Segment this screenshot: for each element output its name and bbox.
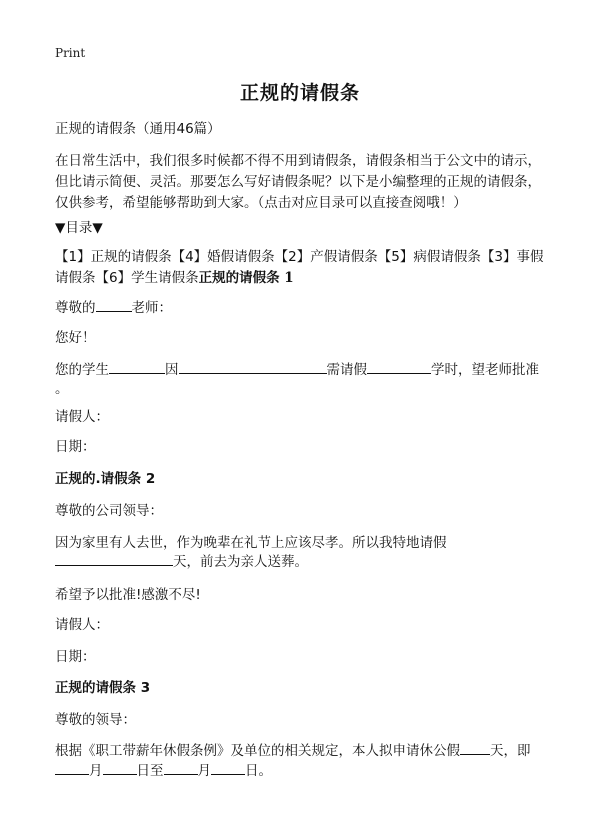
letter2-salutation: 尊敬的公司领导： (55, 503, 163, 519)
salutation-prefix: 尊敬的 (55, 300, 96, 316)
body-text: 日。 (245, 763, 272, 779)
section-heading-1: 正规的请假条 1 (198, 270, 294, 286)
body-text: 天，即 (490, 743, 531, 759)
letter2-body-line-2 (55, 551, 555, 573)
toc-link-student[interactable]: 请假条【6】学生请假条 (55, 270, 199, 286)
intro-paragraph-line-1: 在日常生活中，我们很多时候都不得不用到请假条，请假条相当于公文中的请示， (55, 153, 541, 169)
body-text: 因 (165, 362, 179, 378)
blank-end-day (211, 760, 245, 775)
body-text: 根据《职工带薪年休假条例》及单位的相关规定，本人拟申请休公假 (55, 743, 460, 759)
page-title: 正规的请假条 (239, 82, 360, 104)
blank-days (55, 551, 173, 566)
toc-line-2 (55, 267, 555, 289)
letter1-body-line-2: 。 (55, 381, 69, 397)
blank-start-day (103, 760, 137, 775)
body-text: 学时，望老师批准 (431, 362, 539, 378)
blank-end-month (164, 760, 198, 775)
blank-hours (367, 359, 431, 374)
body-text: 需请假 (326, 362, 367, 378)
blank-student-name (109, 359, 165, 374)
body-text: 您的学生 (55, 362, 109, 378)
blank-teacher-name (96, 297, 132, 312)
intro-paragraph-line-3: 仅供参考，希望能够帮助到大家。（点击对应目录可以直接查阅哦！） (55, 195, 467, 211)
letter3-body-line-2 (55, 760, 555, 782)
letter2-body-line-1: 因为家里有人去世，作为晚辈在礼节上应该尽孝。所以我特地请假 (55, 535, 447, 551)
body-text: 天，前去为亲人送葬。 (173, 554, 308, 570)
intro-paragraph-line-2: 但比请示简便、灵活。那要怎么写好请假条呢？以下是小编整理的正规的请假条， (55, 174, 541, 190)
section-heading-3: 正规的请假条 3 (55, 680, 151, 696)
toc-header: ▼目录▼ (55, 220, 103, 236)
blank-reason (179, 359, 327, 374)
letter2-signer: 请假人： (55, 617, 109, 633)
letter1-date: 日期： (55, 439, 96, 455)
body-text: 月 (197, 763, 211, 779)
print-label[interactable]: Print (55, 46, 86, 60)
blank-start-month (55, 760, 89, 775)
blank-leave-days (460, 740, 490, 755)
letter3-body-line-1 (55, 740, 555, 762)
salutation-suffix: 老师： (131, 300, 172, 316)
letter1-salutation (55, 297, 555, 319)
body-text: 月 (89, 763, 103, 779)
letter1-signer: 请假人： (55, 409, 109, 425)
body-text: 日至 (136, 763, 164, 779)
letter2-closing: 希望予以批准!感激不尽! (55, 587, 201, 603)
letter2-date: 日期： (55, 649, 96, 665)
letter1-greeting: 您好！ (55, 330, 96, 346)
subtitle: 正规的请假条（通用46篇） (55, 121, 221, 137)
section-heading-2: 正规的.请假条 2 (55, 471, 156, 487)
letter3-salutation: 尊敬的领导： (55, 712, 136, 728)
toc-line-1[interactable]: 【1】正规的请假条【4】婚假请假条【2】产假请假条【5】病假请假条【3】事假 (55, 249, 544, 265)
